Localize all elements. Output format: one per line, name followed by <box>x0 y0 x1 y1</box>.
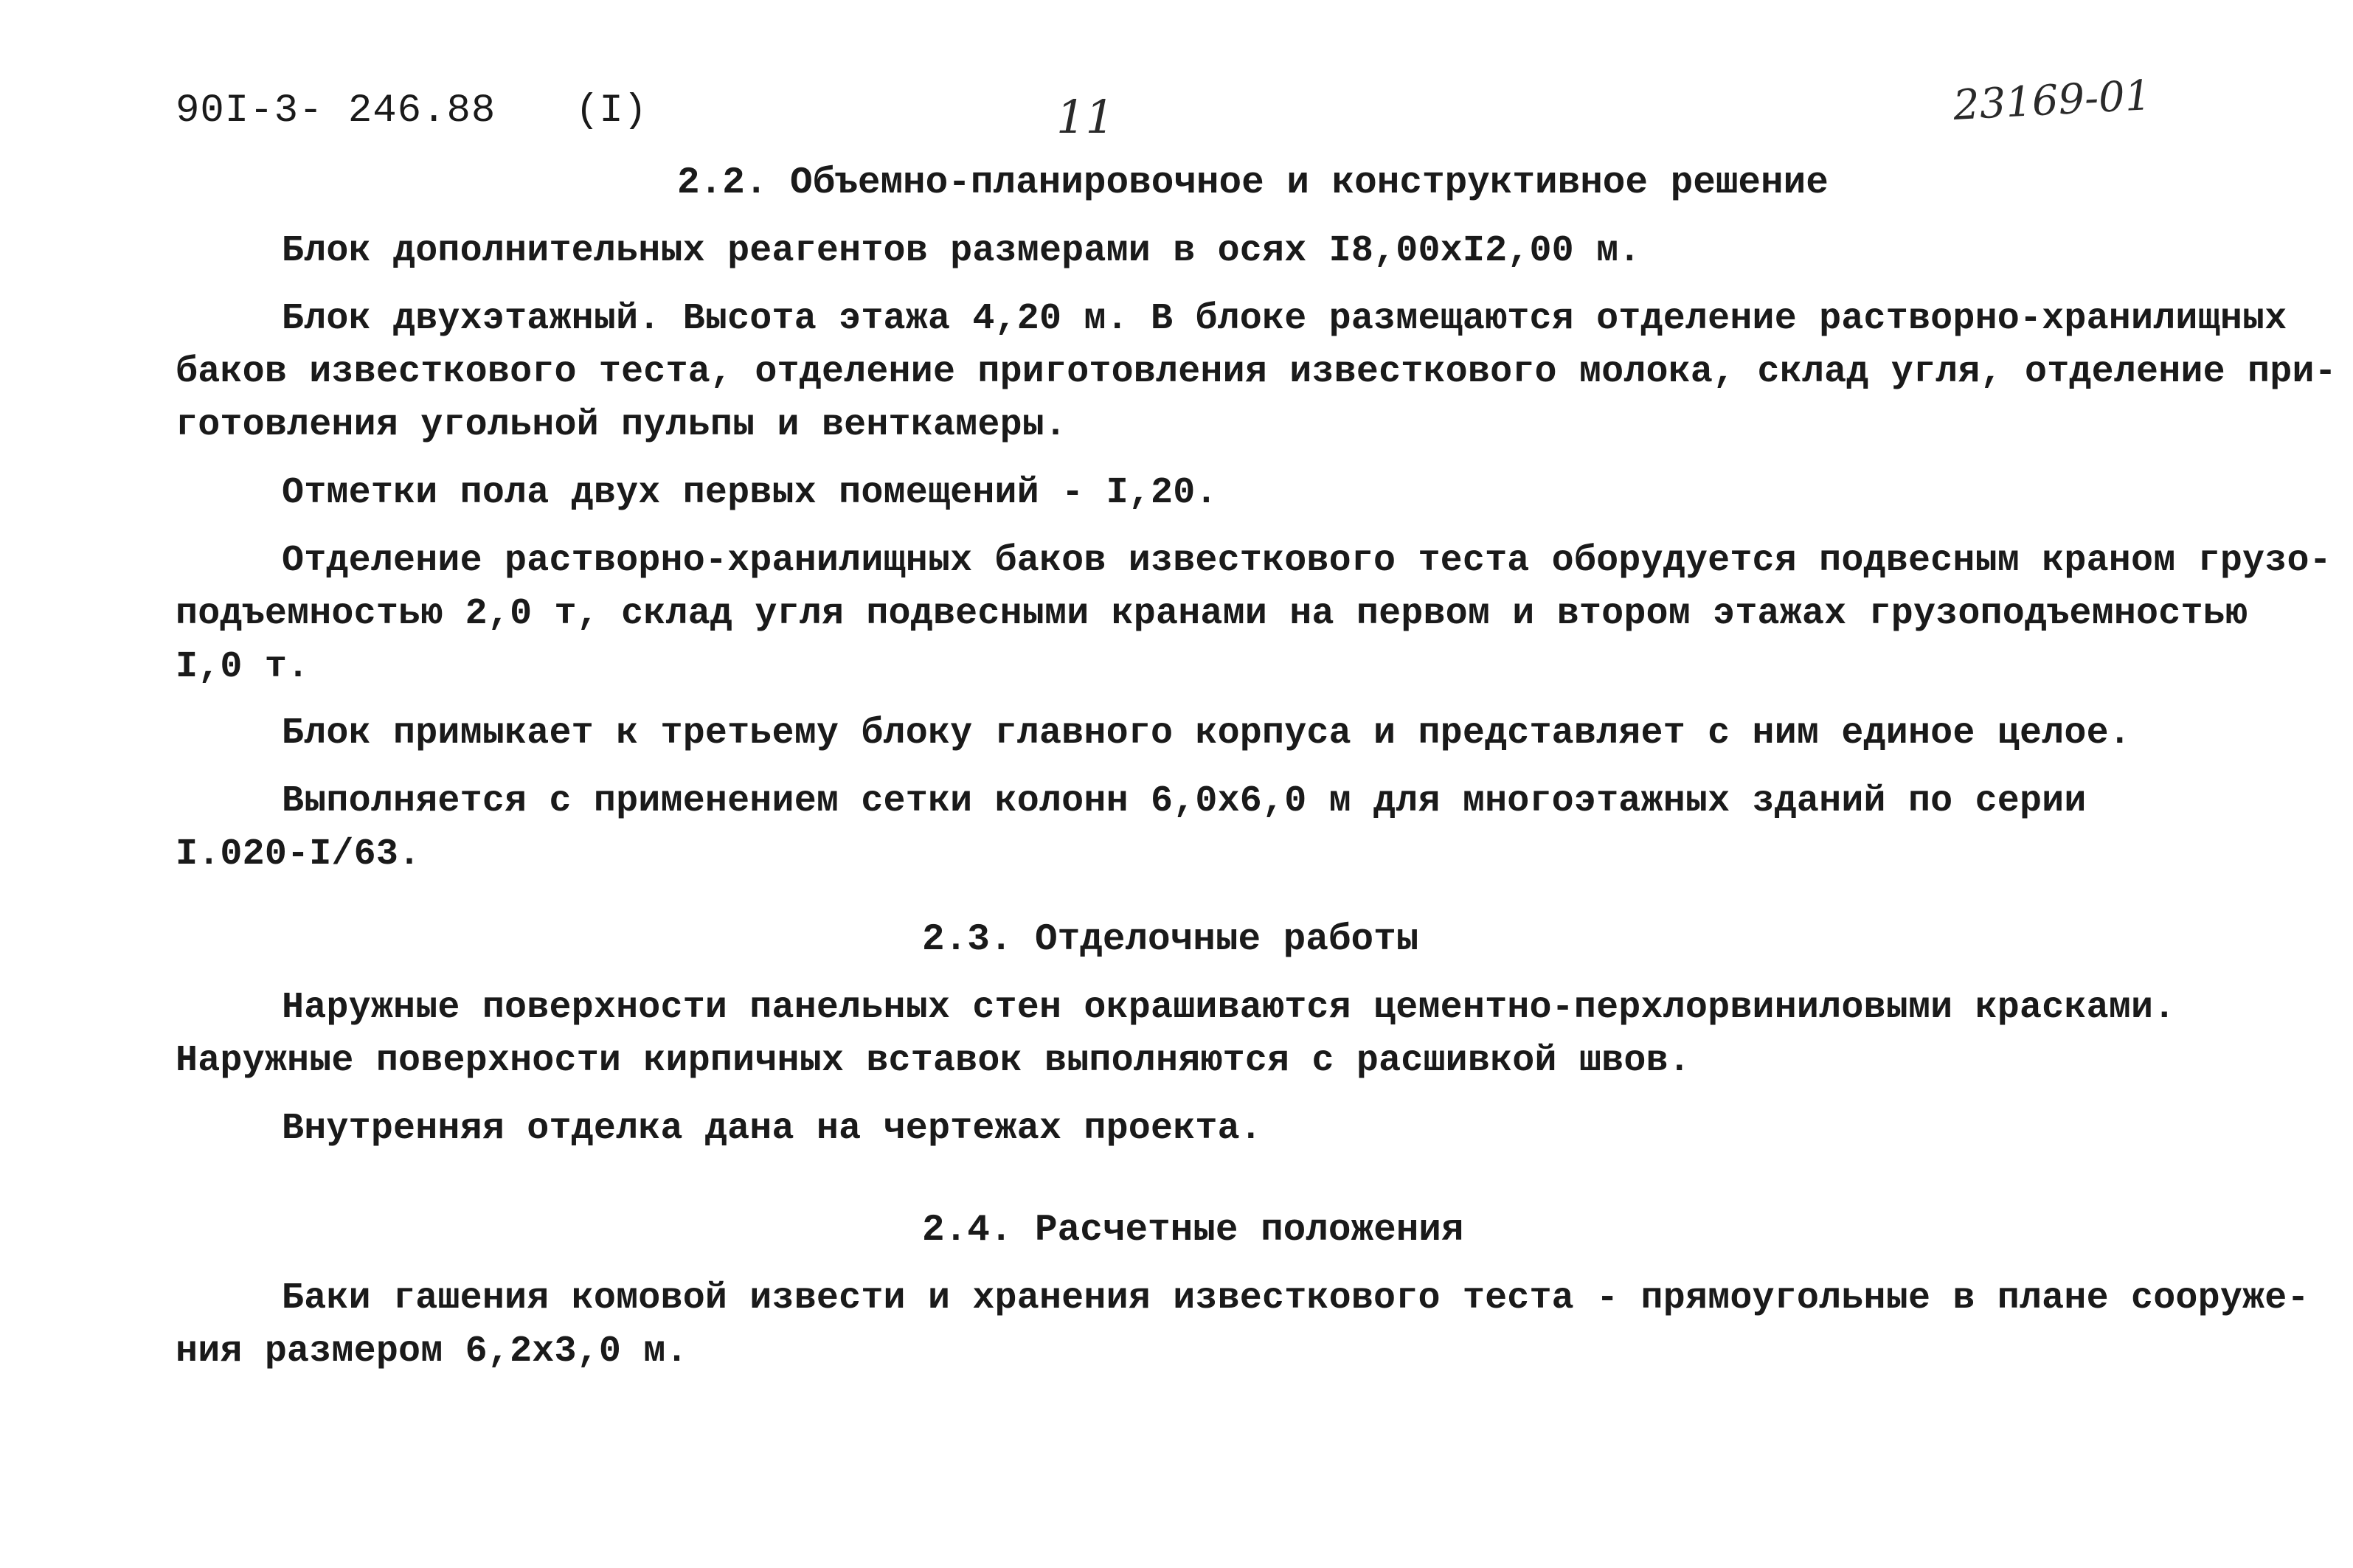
page-number: 11 <box>1056 90 1115 144</box>
paragraph-line: баков известкового теста, отделение приготовления известкового молока, склад угля, отделение при- <box>176 351 2337 393</box>
document-code: 90I-3- 246.88 <box>176 89 496 133</box>
paragraph-line: Выполняется с применением сетки колонн 6,0х6,0 м для многоэтажных зданий по серии <box>282 780 2087 822</box>
paragraph-line: Блок примыкает к третьему блоку главного корпуса и представляет с ним единое целое. <box>282 712 2132 754</box>
paragraph-line: Наружные поверхности кирпичных вставок выполняются с расшивкой швов. <box>176 1040 1691 1082</box>
sheet-part: (I) <box>575 89 648 133</box>
section-heading-2-4: 2.4. Расчетные положения <box>922 1210 1464 1252</box>
paragraph-line: Внутренняя отделка дана на чертежах проекта. <box>282 1108 1263 1150</box>
paragraph-line: I.020-I/63. <box>176 833 421 875</box>
section-heading-2-2: 2.2. Объемно-планировочное и конструктивное решение <box>677 162 1829 204</box>
inventory-number: 23169-01 <box>1952 72 2152 130</box>
section-heading-2-3: 2.3. Отделочные работы <box>922 919 1419 961</box>
paragraph-line: готовления угольной пульпы и венткамеры. <box>176 404 1067 446</box>
paragraph-line: Отметки пола двух первых помещений - I,20. <box>282 472 1218 514</box>
paragraph-line: I,0 т. <box>176 646 310 688</box>
paragraph-line: Отделение растворно-хранилищных баков известкового теста оборудуется подвесным краном грузо- <box>282 540 2332 582</box>
paragraph-line: подъемностью 2,0 т, склад угля подвесными кранами на первом и втором этажах грузоподъемностью <box>176 593 2248 635</box>
paragraph-line: Блок дополнительных реагентов размерами в осях I8,00хI2,00 м. <box>282 230 1641 272</box>
paragraph-line: ния размером 6,2х3,0 м. <box>176 1331 688 1373</box>
paragraph-line: Наружные поверхности панельных стен окрашиваются цементно-перхлорвиниловыми красками. <box>282 987 2176 1029</box>
paragraph-line: Блок двухэтажный. Высота этажа 4,20 м. В блоке размещаются отделение растворно-хранилищных <box>282 298 2287 340</box>
paragraph-line: Баки гашения комовой извести и хранения известкового теста - прямоугольные в плане сооруже- <box>282 1277 2309 1319</box>
